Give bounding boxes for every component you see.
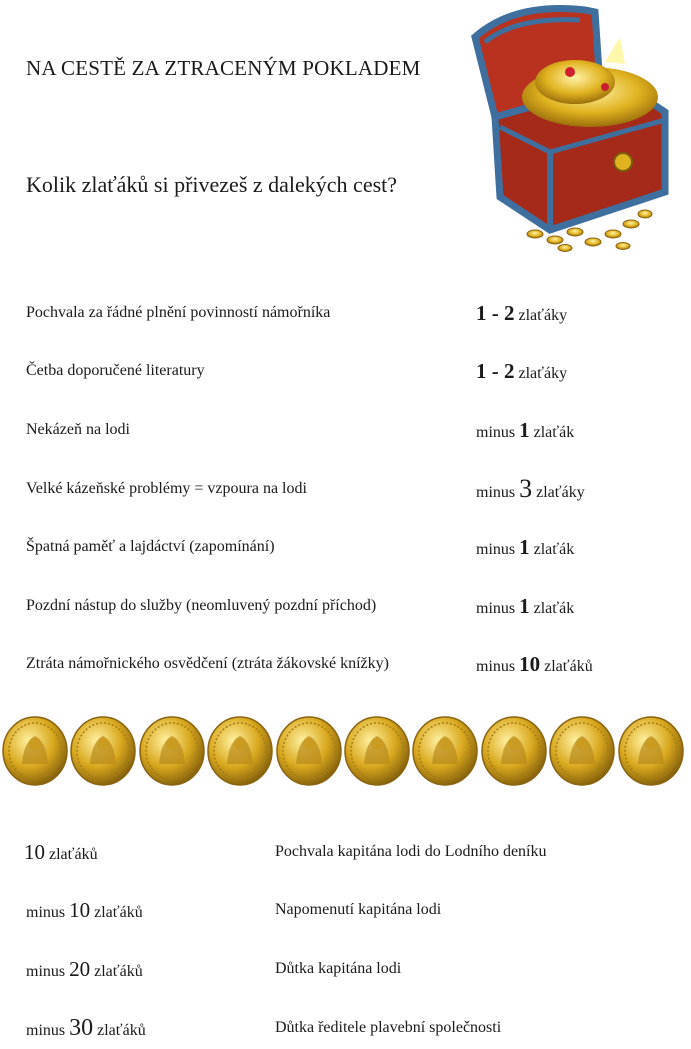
rank-value: [24, 838, 98, 869]
page-title: NA CESTĚ ZA ZTRACENÝM POKLADEM: [26, 56, 421, 80]
rule-prefix: minus: [476, 484, 516, 501]
rule-description: Ztráta námořnického osvědčení (ztráta žákovské knížky): [26, 655, 389, 672]
rank-unit: zlaťáků: [94, 963, 143, 980]
rank-unit: zlaťáků: [49, 846, 98, 863]
rule-description: Pozdní nástup do služby (neomluvený pozdní příchod): [26, 597, 377, 614]
rank-amount: 30: [69, 1015, 94, 1041]
rule-unit: zlaťák: [533, 541, 575, 558]
gold-coin-image: [549, 716, 615, 786]
gold-coin-image: [70, 716, 136, 786]
rule-unit: zlaťák: [533, 600, 575, 617]
rank-description: Napomenutí kapitána lodi: [275, 901, 442, 918]
gold-coin-image: [481, 716, 547, 786]
rank-amount: 10: [69, 898, 91, 922]
rule-amount: 1: [519, 418, 530, 442]
rank-description: Pochvala kapitána lodi do Lodního deníku: [275, 843, 547, 860]
rule-row: [0, 593, 691, 619]
rule-description: Nekázeň na lodi: [26, 421, 130, 438]
rank-description: Důtka ředitele plavební společnosti: [275, 1019, 502, 1036]
rank-value: [26, 896, 143, 927]
rule-value: [476, 417, 574, 446]
rank-prefix: minus: [26, 963, 66, 980]
page-subtitle: Kolik zlaťáků si přivezeš z dalekých cest?: [26, 172, 398, 197]
rule-unit: zlaťáky: [518, 365, 568, 382]
rank-amount: 10: [24, 840, 45, 864]
rank-value: [26, 955, 143, 986]
rule-description: Pochvala za řádné plnění povinností námořníka: [26, 304, 331, 321]
rule-amount: 1 - 2: [476, 301, 515, 325]
rule-description: Velké kázeňské problémy = vzpoura na lodi: [26, 480, 307, 497]
rule-row: [0, 417, 691, 443]
rank-description: Důtka kapitána lodi: [275, 960, 402, 977]
rule-prefix: minus: [476, 658, 516, 675]
gold-coin-image: [412, 716, 478, 786]
rule-value: [476, 358, 567, 387]
gold-coin-image: [618, 716, 684, 786]
rule-row: [0, 300, 691, 326]
rank-row: [0, 955, 691, 983]
gold-coin-image: [207, 716, 273, 786]
rule-prefix: minus: [476, 600, 516, 617]
rule-amount: 10: [519, 652, 541, 676]
rule-value: [476, 534, 574, 563]
rule-row: [0, 651, 691, 677]
rule-unit: zlaťáků: [544, 658, 593, 675]
rule-unit: zlaťáky: [536, 484, 585, 501]
rule-prefix: minus: [476, 541, 516, 558]
rule-amount: 1: [519, 594, 530, 618]
rank-unit: zlaťáků: [94, 904, 143, 921]
rule-amount: 1: [519, 535, 530, 559]
rule-unit: zlaťák: [533, 424, 575, 441]
rank-prefix: minus: [26, 904, 66, 921]
rule-prefix: minus: [476, 424, 516, 441]
rank-row: [0, 1014, 691, 1042]
rule-description: Četba doporučené literatury: [26, 362, 205, 379]
rule-amount: 1 - 2: [476, 359, 515, 383]
rule-row: [0, 476, 691, 502]
rule-row: [0, 534, 691, 560]
rule-amount: 3: [519, 474, 533, 503]
rule-value: [476, 593, 574, 622]
rule-value: [476, 476, 585, 506]
gold-coin-image: [139, 716, 205, 786]
coin-row: [0, 716, 691, 792]
gold-coin-image: [2, 716, 68, 786]
rule-value: [476, 651, 593, 680]
rule-unit: zlaťáky: [518, 307, 568, 324]
rule-value: [476, 300, 567, 329]
rule-row: [0, 358, 691, 384]
rank-prefix: minus: [26, 1022, 66, 1039]
rank-row: [0, 896, 691, 924]
rank-row: [0, 838, 691, 866]
rank-value: [26, 1014, 146, 1045]
gold-coin-image: [276, 716, 342, 786]
rank-amount: 20: [69, 957, 91, 981]
treasure-chest-image: [455, 2, 691, 252]
rule-description: Špatná paměť a lajdáctví (zapomínání): [26, 538, 275, 555]
rank-unit: zlaťáků: [97, 1022, 146, 1039]
gold-coin-image: [344, 716, 410, 786]
